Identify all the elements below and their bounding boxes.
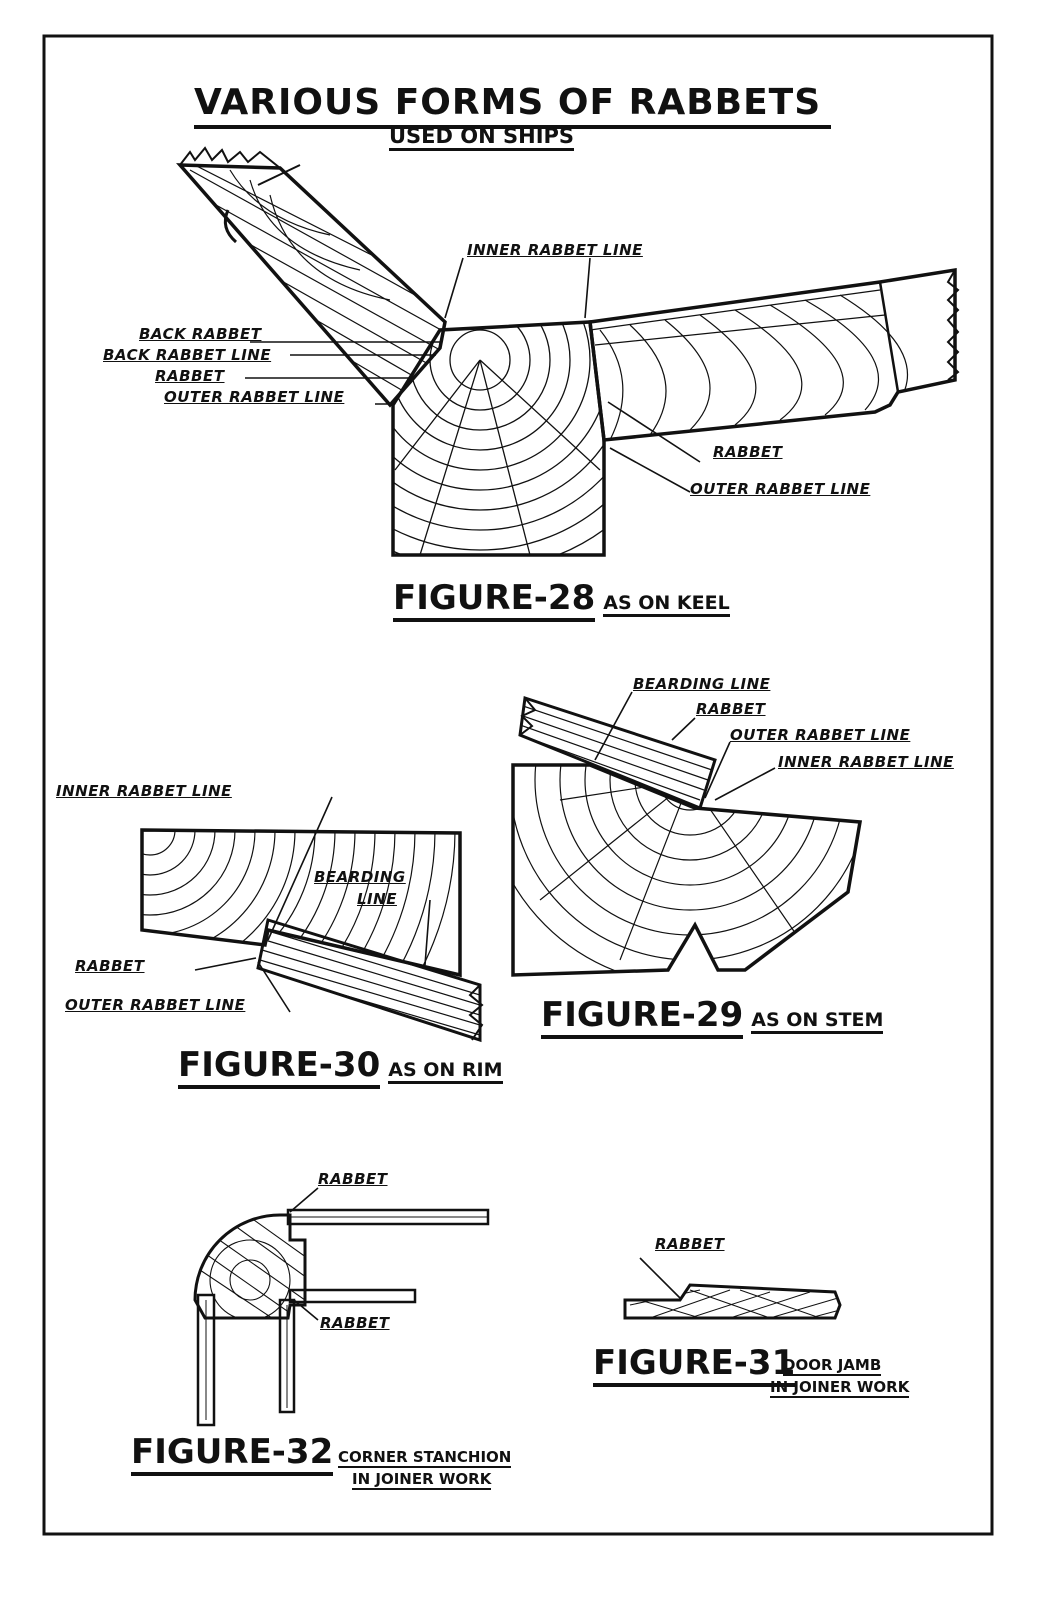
figure-30-caption: [178, 1045, 503, 1085]
fig28-outer-rabbet-line-right-label: OUTER RABBET LINE: [690, 480, 871, 498]
fig32-rabbet-top-label: RABBET: [318, 1170, 388, 1188]
fig28-rabbet-left-label: RABBET: [155, 367, 225, 385]
fig28-outer-rabbet-line-left-label: OUTER RABBET LINE: [164, 388, 345, 406]
figure-31-drawing: [625, 1258, 840, 1318]
figure-31-description-line2: IN JOINER WORK: [770, 1378, 910, 1396]
figure-31-caption: [593, 1343, 795, 1383]
page-title: VARIOUS FORMS OF RABBETS: [194, 82, 831, 129]
figure-32-drawing: [195, 1188, 488, 1425]
figure-29-description: AS ON STEM: [751, 1009, 883, 1034]
page-subtitle: USED ON SHIPS: [389, 124, 574, 151]
fig28-inner-rabbet-line-label: INNER RABBET LINE: [467, 241, 643, 259]
figure-29-caption: [541, 995, 883, 1035]
fig29-rabbet-label: RABBET: [696, 700, 766, 718]
figure-28-caption: [393, 578, 730, 618]
fig29-bearding-line-label: BEARDING LINE: [633, 675, 771, 693]
figure-29-drawing: [485, 575, 895, 985]
figure-32-number: FIGURE-32: [131, 1432, 333, 1476]
fig31-rabbet-label: RABBET: [655, 1235, 725, 1253]
fig29-inner-rabbet-line-label: INNER RABBET LINE: [778, 753, 954, 771]
figure-28-number: FIGURE-28: [393, 578, 595, 622]
fig30-outer-rabbet-line-label: OUTER RABBET LINE: [65, 996, 246, 1014]
figure-28-description: AS ON KEEL: [603, 592, 729, 617]
fig28-back-rabbet-label: BACK RABBET: [139, 325, 262, 343]
fig30-line-label: LINE: [357, 890, 397, 908]
figure-29-number: FIGURE-29: [541, 995, 743, 1039]
fig30-bearding-label: BEARDING: [314, 868, 406, 886]
figure-32-description-line2: IN JOINER WORK: [352, 1470, 492, 1488]
fig32-rabbet-bottom-label: RABBET: [320, 1314, 390, 1332]
figure-32-caption: [131, 1432, 333, 1472]
fig30-inner-rabbet-line-label: INNER RABBET LINE: [56, 782, 232, 800]
figure-31-number: FIGURE-31: [593, 1343, 795, 1387]
figure-32-description-line1: CORNER STANCHION: [338, 1448, 512, 1466]
figure-28-drawing: [155, 90, 958, 630]
figure-31-description-line1: DOOR JAMB: [783, 1356, 882, 1374]
fig29-outer-rabbet-line-label: OUTER RABBET LINE: [730, 726, 911, 744]
figure-30-description: AS ON RIM: [388, 1059, 502, 1084]
fig28-back-rabbet-line-label: BACK RABBET LINE: [103, 346, 272, 364]
fig28-rabbet-right-label: RABBET: [713, 443, 783, 461]
figure-30-number: FIGURE-30: [178, 1045, 380, 1089]
fig30-rabbet-label: RABBET: [75, 957, 145, 975]
